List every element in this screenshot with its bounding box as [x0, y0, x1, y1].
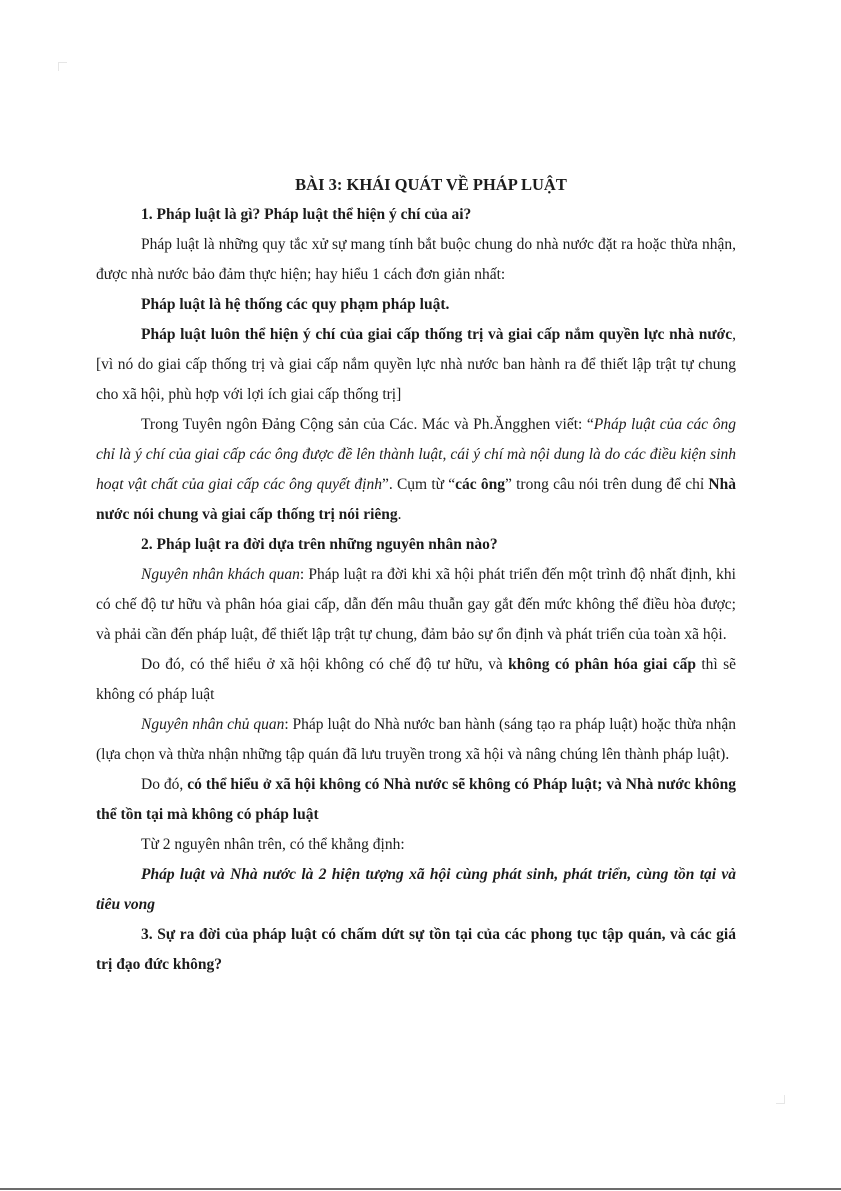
quote-paragraph — [96, 410, 736, 530]
conclusion-1-end: thì sẽ không có pháp luật — [96, 656, 736, 703]
will-rest-text: , [vì nó do giai cấp thống trị và giai cấp nắm quyền lực nhà nước ban hành ra để thiết lập trật tự chung cho xã hội, phù hợp với lợi ích giai cấp thống trị] — [96, 326, 736, 403]
page-corner-mark — [58, 62, 67, 71]
phrase-meaning: Nhà nước nói chung và giai cấp thống trị nói riêng — [96, 476, 736, 523]
quote-intro: Trong Tuyên ngôn Đảng Cộng sản của Các. Mác và Ph.Ăngghen viết: “ — [141, 416, 594, 433]
phrase-after: ” trong câu nói trên dung để chỉ — [505, 476, 709, 493]
subjective-cause-label: Nguyên nhân chủ quan — [141, 716, 285, 733]
quote-close: ”. Cụm từ “ — [381, 476, 456, 493]
marx-quote: Pháp luật của các ông chỉ là ý chí của giai cấp các ông được đề lên thành luật, cái ý chí mà nội dung là do các điều kiện sinh hoạt vật chất của giai cấp các ông quyết định — [96, 416, 736, 493]
will-bold-text: Pháp luật luôn thể hiện ý chí của giai cấp thống trị và giai cấp nắm quyền lực nhà nước — [141, 326, 733, 343]
conclusion-1-bold: không có phân hóa giai cấp — [508, 656, 696, 673]
section-2-heading: 2. Pháp luật ra đời dựa trên những nguyên nhân nào? — [141, 536, 498, 553]
key-statement: Pháp luật và Nhà nước là 2 hiện tượng xã hội cùng phát sinh, phát triển, cùng tồn tại và tiêu vong — [96, 866, 736, 913]
definition-statement: Pháp luật là hệ thống các quy phạm pháp luật. — [141, 296, 450, 313]
section-3-heading: 3. Sự ra đời của pháp luật có chấm dứt sự tồn tại của các phong tục tập quán, và các giá trị đạo đức không? — [96, 926, 736, 973]
conclusion-2-paragraph — [96, 770, 736, 830]
page-corner-mark — [776, 1095, 785, 1104]
conclusion-1-paragraph — [96, 650, 736, 710]
objective-cause-paragraph — [96, 560, 736, 650]
bottom-edge-rule — [0, 1188, 841, 1190]
conclusion-1-start: Do đó, có thể hiểu ở xã hội không có chế độ tư hữu, và — [141, 656, 509, 673]
page-title: BÀI 3: KHÁI QUÁT VỀ PHÁP LUẬT — [295, 175, 567, 194]
affirm-paragraph: Từ 2 nguyên nhân trên, có thể khẳng định: — [141, 836, 405, 853]
period: . — [397, 506, 402, 523]
section-1-heading: 1. Pháp luật là gì? Pháp luật thể hiện ý chí của ai? — [141, 206, 472, 223]
subjective-cause-text: : Pháp luật do Nhà nước ban hành (sáng tạo ra pháp luật) hoặc thừa nhận (lựa chọn và thừa nhận những tập quán đã lưu truyền trong xã hội và nâng chúng lên thành pháp luật). — [96, 716, 736, 763]
definition-paragraph: Pháp luật là những quy tắc xử sự mang tính bắt buộc chung do nhà nước đặt ra hoặc thừa nhận, được nhà nước bảo đảm thực hiện; hay hiểu 1 cách đơn giản nhất: — [96, 236, 736, 283]
will-paragraph — [96, 320, 736, 410]
conclusion-2-bold: có thể hiểu ở xã hội không có Nhà nước sẽ không có Pháp luật; và Nhà nước không thể tồn tại mà không có pháp luật — [96, 776, 736, 823]
subjective-cause-paragraph — [96, 710, 736, 770]
document-body — [96, 170, 736, 980]
phrase-cac-ong: các ông — [455, 476, 506, 493]
objective-cause-label: Nguyên nhân khách quan — [141, 566, 300, 583]
conclusion-2-start: Do đó, — [141, 776, 188, 793]
objective-cause-text: : Pháp luật ra đời khi xã hội phát triển đến một trình độ nhất định, khi có chế độ tư hữu và phân hóa giai cấp, dẫn đến mâu thuẫn gay gắt đến mức không thể điều hòa được; và phải cần đến pháp luật, để thiết lập trật tự chung, đảm bảo sự ổn định và phát triển của toàn xã hội. — [96, 566, 736, 643]
